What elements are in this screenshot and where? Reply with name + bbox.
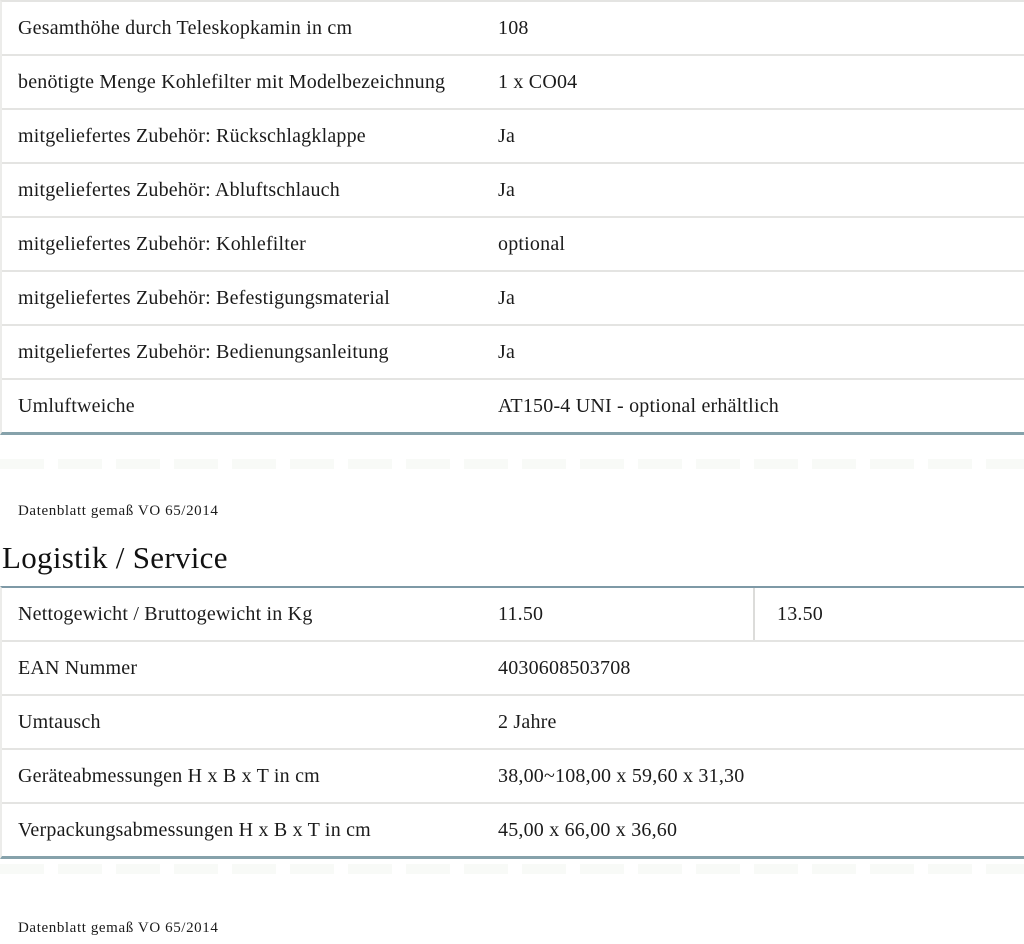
spec-label: EAN Nummer <box>18 657 138 679</box>
spec-label: mitgeliefertes Zubehör: Rückschlagklappe <box>18 125 366 147</box>
datasheet-footnote: Datenblatt gemaß VO 65/2014 <box>18 920 219 936</box>
table-row <box>2 750 1024 804</box>
table-row <box>2 164 1024 218</box>
table-row <box>2 380 1024 432</box>
section-heading-logistik-service: Logistik / Service <box>2 540 228 575</box>
table-row <box>2 696 1024 750</box>
spec-label: Umtausch <box>18 711 101 733</box>
spec-label: Verpackungsabmessungen H x B x T in cm <box>18 819 371 841</box>
spec-label: mitgeliefertes Zubehör: Abluftschlauch <box>18 179 340 201</box>
spec-value: Ja <box>498 179 516 201</box>
spec-label: Geräteabmessungen H x B x T in cm <box>18 765 320 787</box>
table-row <box>2 218 1024 272</box>
table-row <box>2 2 1024 56</box>
spec-label: benötigte Menge Kohlefilter mit Modelbezeichnung <box>18 71 446 93</box>
table-row <box>2 588 1024 642</box>
table-row <box>2 56 1024 110</box>
spec-value: 38,00~108,00 x 59,60 x 31,30 <box>498 765 745 787</box>
datasheet-footnote: Datenblatt gemaß VO 65/2014 <box>18 503 219 519</box>
spec-value: Ja <box>498 125 516 147</box>
table-row <box>2 804 1024 856</box>
spec-label: mitgeliefertes Zubehör: Bedienungsanleitung <box>18 341 389 363</box>
spec-value-brutto: 13.50 <box>753 588 1024 640</box>
faded-divider <box>0 459 1024 469</box>
spec-table-logistik <box>0 586 1024 859</box>
spec-value: 45,00 x 66,00 x 36,60 <box>498 819 678 841</box>
spec-label: mitgeliefertes Zubehör: Befestigungsmaterial <box>18 287 391 309</box>
table-row <box>2 642 1024 696</box>
spec-label: Gesamthöhe durch Teleskopkamin in cm <box>18 17 353 39</box>
spec-label: Umluftweiche <box>18 395 135 417</box>
spec-value: Ja <box>498 287 516 309</box>
faded-divider <box>0 864 1024 874</box>
table-row <box>2 326 1024 380</box>
spec-value: 108 <box>498 17 529 39</box>
spec-value: 2 Jahre <box>498 711 557 733</box>
spec-value: AT150-4 UNI - optional erhältlich <box>498 395 779 417</box>
spec-value: optional <box>498 233 566 255</box>
table-row <box>2 272 1024 326</box>
spec-table-zubehoer <box>0 0 1024 435</box>
spec-label: mitgeliefertes Zubehör: Kohlefilter <box>18 233 307 255</box>
spec-value: 1 x CO04 <box>498 71 578 93</box>
spec-value-netto: 11.50 <box>498 603 544 625</box>
spec-value: Ja <box>498 341 516 363</box>
spec-label: Nettogewicht / Bruttogewicht in Kg <box>18 603 313 625</box>
table-row <box>2 110 1024 164</box>
spec-value: 4030608503708 <box>498 657 631 679</box>
